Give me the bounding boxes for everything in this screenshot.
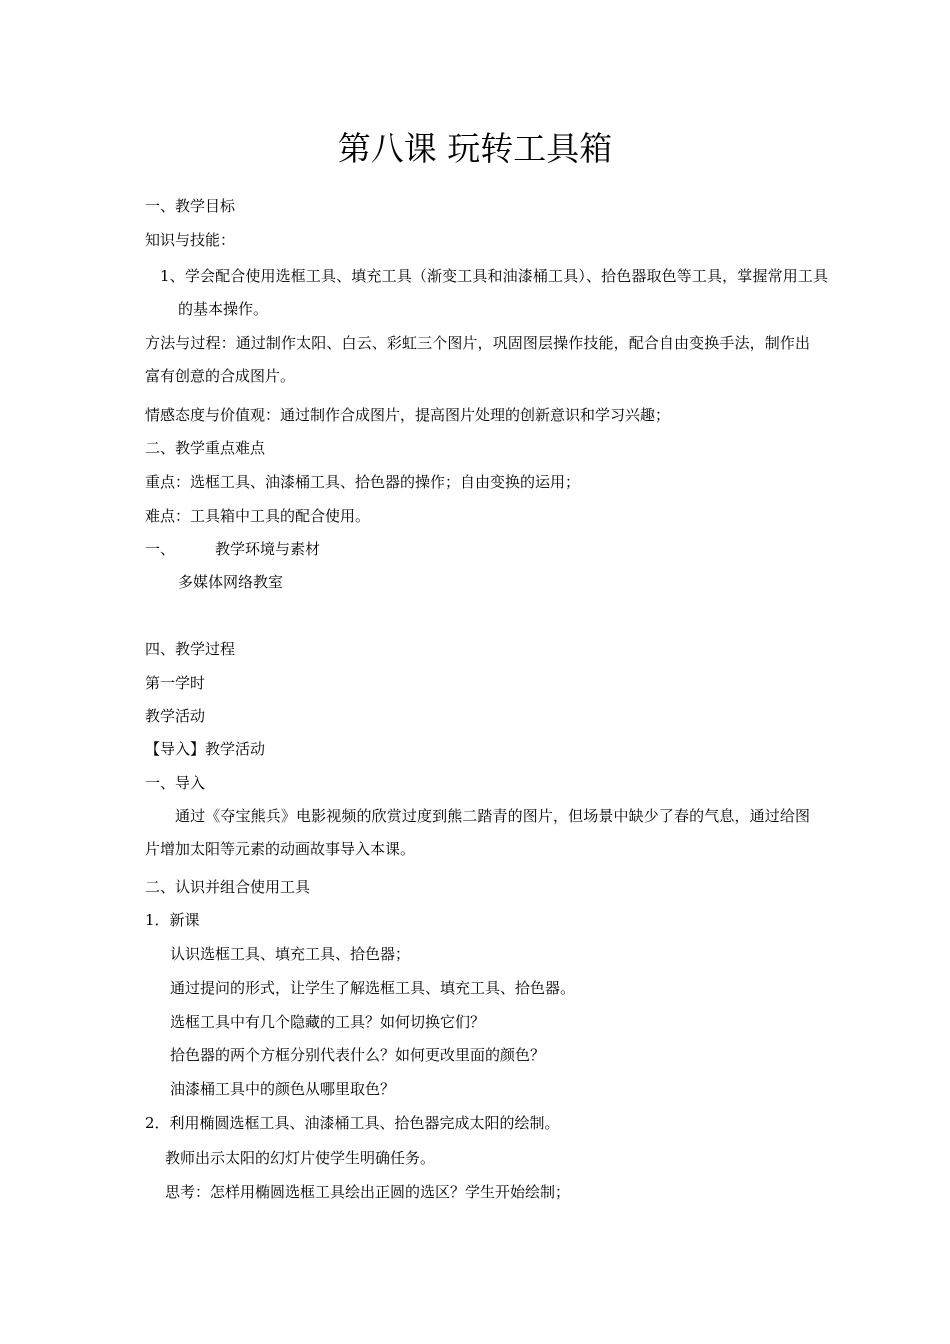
section-heading-text: 教学环境与素材	[215, 540, 321, 558]
step-2-detail: 思考：怎样用椭圆选框工具绘出正圆的选区？学生开始绘制；	[165, 1183, 571, 1201]
section-number: 一、	[145, 540, 176, 558]
new-lesson-item: 选框工具中有几个隐藏的工具？如何切换它们？	[170, 1013, 486, 1031]
tools-heading: 二、认识并组合使用工具	[145, 878, 311, 896]
knowledge-item: 1、学会配合使用选框工具、填充工具（渐变工具和油漆桶工具）、拾色器取色等工具，掌握常用工具的基本操作。	[160, 267, 828, 318]
section-heading-environment	[145, 538, 320, 560]
emotion-paragraph: 情感态度与价值观：通过制作合成图片，提高图片处理的创新意识和学习兴趣；	[145, 406, 671, 424]
key-point: 重点：选框工具、油漆桶工具、拾色器的操作；自由变换的运用；	[145, 473, 581, 491]
difficulty: 难点：工具箱中工具的配合使用。	[145, 507, 371, 525]
environment-text: 多媒体网络教室	[178, 573, 284, 591]
section-heading-key-points: 二、教学重点难点	[145, 439, 266, 457]
new-lesson-item: 通过提问的形式，让学生了解选框工具、填充工具、拾色器。	[170, 979, 576, 997]
page-title: 第八课 玩转工具箱	[337, 129, 613, 168]
new-lesson-item: 拾色器的两个方框分别代表什么？如何更改里面的颜色？	[170, 1046, 546, 1064]
new-lesson-item: 认识选框工具、填充工具、拾色器；	[170, 945, 411, 963]
section-heading-process: 四、教学过程	[145, 640, 236, 658]
intro-paragraph: 通过《夺宝熊兵》电影视频的欣赏过度到熊二踏青的图片，但场景中缺少了春的气息，通过给图片增加太阳等元素的动画故事导入本课。	[145, 807, 810, 858]
step-2: 2．利用椭圆选框工具、油漆桶工具、拾色器完成太阳的绘制。	[145, 1114, 560, 1132]
period-label: 第一学时	[145, 674, 206, 692]
method-paragraph: 方法与过程：通过制作太阳、白云、彩虹三个图片，巩固图层操作技能，配合自由变换手法，制作出富有创意的合成图片。	[145, 334, 810, 385]
activity-label: 教学活动	[145, 707, 206, 725]
new-lesson-item: 油漆桶工具中的颜色从哪里取色？	[170, 1080, 396, 1098]
intro-heading: 一、导入	[145, 774, 206, 792]
new-lesson-label: 1．新课	[145, 911, 200, 929]
step-2-detail: 教师出示太阳的幻灯片使学生明确任务。	[165, 1149, 436, 1167]
intro-activity-label: 【导入】教学活动	[145, 740, 266, 758]
section-heading-objectives: 一、教学目标	[145, 197, 236, 215]
knowledge-label: 知识与技能：	[145, 231, 236, 249]
